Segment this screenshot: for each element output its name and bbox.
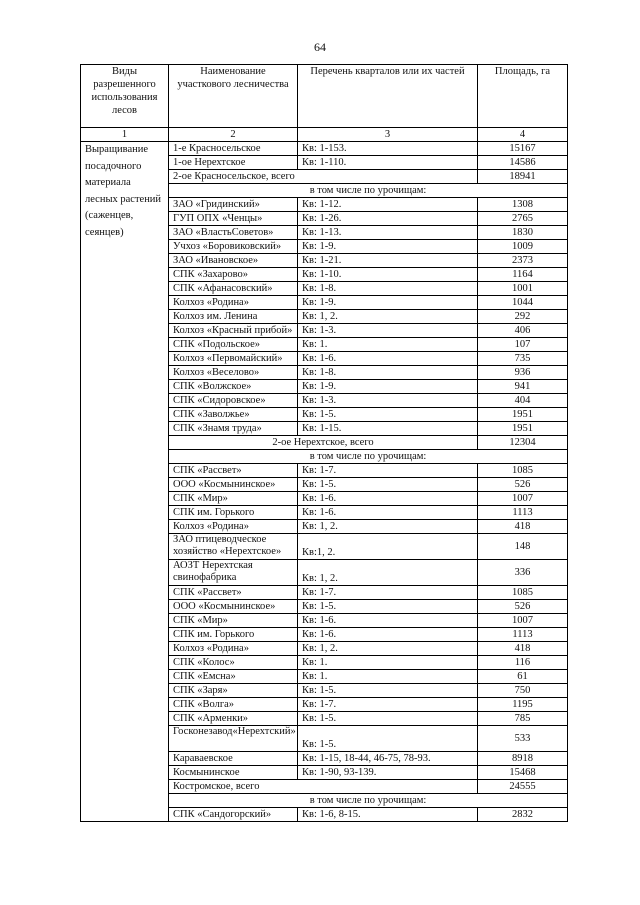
area-cell: 533 — [478, 726, 568, 752]
quarters-cell: Кв: 1-6, 8-15. — [298, 808, 478, 822]
forestry-name-cell: СПК «Волжское» — [169, 380, 298, 394]
quarters-cell: Кв: 1-13. — [298, 226, 478, 240]
quarters-cell: Кв:1, 2. — [298, 534, 478, 560]
total-area-cell: 18941 — [478, 170, 568, 184]
quarters-cell: Кв: 1-21. — [298, 254, 478, 268]
quarters-cell: Кв: 1, 2. — [298, 560, 478, 586]
forestry-name-cell: СПК «Мир» — [169, 492, 298, 506]
forestry-name-cell: СПК «Знамя труда» — [169, 422, 298, 436]
area-cell: 15167 — [478, 142, 568, 156]
quarters-cell: Кв: 1-7. — [298, 464, 478, 478]
area-cell: 107 — [478, 338, 568, 352]
area-cell: 1085 — [478, 464, 568, 478]
forestry-name-cell: Космынинское — [169, 766, 298, 780]
quarters-cell: Кв: 1. — [298, 338, 478, 352]
area-cell: 14586 — [478, 156, 568, 170]
total-area-cell: 24555 — [478, 780, 568, 794]
area-cell: 1001 — [478, 282, 568, 296]
column-number: 4 — [478, 128, 568, 142]
quarters-cell: Кв: 1-6. — [298, 628, 478, 642]
table-row — [81, 142, 568, 156]
forestry-name-cell: Колхоз «Родина» — [169, 296, 298, 310]
forestry-name-cell: СПК «Рассвет» — [169, 586, 298, 600]
area-cell: 526 — [478, 600, 568, 614]
quarters-cell: Кв: 1-5. — [298, 600, 478, 614]
forestry-name-cell: Колхоз им. Ленина — [169, 310, 298, 324]
usage-kind-cell: Выращивание посадочного материала лесных растений (саженцев, сеянцев) — [81, 142, 169, 822]
area-cell: 1164 — [478, 268, 568, 282]
quarters-cell: Кв: 1-6. — [298, 352, 478, 366]
area-cell: 1113 — [478, 506, 568, 520]
area-cell: 336 — [478, 560, 568, 586]
quarters-cell: Кв: 1-6. — [298, 492, 478, 506]
forestry-name-cell: Колхоз «Родина» — [169, 520, 298, 534]
quarters-cell: Кв: 1-5. — [298, 684, 478, 698]
area-cell: 526 — [478, 478, 568, 492]
quarters-cell: Кв: 1, 2. — [298, 642, 478, 656]
header-quarters-list: Перечень кварталов или их частей — [298, 65, 478, 128]
area-cell: 61 — [478, 670, 568, 684]
total-area-cell: 12304 — [478, 436, 568, 450]
quarters-cell: Кв: 1-9. — [298, 296, 478, 310]
forestry-name-cell: СПК «Афанасовский» — [169, 282, 298, 296]
quarters-cell: Кв: 1-5. — [298, 408, 478, 422]
forestry-name-cell: ЗАО «ВластьСоветов» — [169, 226, 298, 240]
column-number: 1 — [81, 128, 169, 142]
forestry-name-cell: СПК «Заволжье» — [169, 408, 298, 422]
forestry-name-cell: СПК «Подольское» — [169, 338, 298, 352]
area-cell: 785 — [478, 712, 568, 726]
quarters-cell: Кв: 1, 2. — [298, 310, 478, 324]
quarters-cell: Кв: 1-10. — [298, 268, 478, 282]
forestry-name-cell: Учхоз «Боровиковский» — [169, 240, 298, 254]
area-cell: 1009 — [478, 240, 568, 254]
quarters-cell: Кв: 1. — [298, 656, 478, 670]
forestry-name-cell: Колхоз «Красный прибой» — [169, 324, 298, 338]
subheading-cell: в том числе по урочищам: — [169, 794, 568, 808]
column-number-row — [81, 128, 568, 142]
area-cell: 418 — [478, 520, 568, 534]
area-cell: 1308 — [478, 198, 568, 212]
quarters-cell: Кв: 1, 2. — [298, 520, 478, 534]
area-cell: 1044 — [478, 296, 568, 310]
quarters-cell: Кв: 1-5. — [298, 712, 478, 726]
total-label-cell: Костромское, всего — [169, 780, 478, 794]
quarters-cell: Кв: 1-3. — [298, 324, 478, 338]
forestry-name-cell: СПК «Сидоровское» — [169, 394, 298, 408]
area-cell: 406 — [478, 324, 568, 338]
quarters-cell: Кв: 1-6. — [298, 614, 478, 628]
area-cell: 15468 — [478, 766, 568, 780]
header-area: Площадь, га — [478, 65, 568, 128]
forestry-name-cell: 1-е Красносельское — [169, 142, 298, 156]
quarters-cell: Кв: 1-7. — [298, 586, 478, 600]
forestry-name-cell: СПК «Мир» — [169, 614, 298, 628]
quarters-cell: Кв: 1-8. — [298, 366, 478, 380]
forestry-name-cell: Караваевское — [169, 752, 298, 766]
subheading-cell: в том числе по урочищам: — [169, 184, 568, 198]
forestry-name-cell: Колхоз «Родина» — [169, 642, 298, 656]
area-cell: 1007 — [478, 614, 568, 628]
quarters-cell: Кв: 1-90, 93-139. — [298, 766, 478, 780]
forestry-name-cell: СПК «Арменки» — [169, 712, 298, 726]
quarters-cell: Кв: 1-6. — [298, 506, 478, 520]
forestry-name-cell: АОЗТ Нерехтская свинофабрика — [169, 560, 298, 586]
area-cell: 1007 — [478, 492, 568, 506]
area-cell: 2765 — [478, 212, 568, 226]
quarters-cell: Кв: 1. — [298, 670, 478, 684]
area-cell: 1951 — [478, 422, 568, 436]
area-cell: 1951 — [478, 408, 568, 422]
area-cell: 936 — [478, 366, 568, 380]
forestry-name-cell: ГУП ОПХ «Ченцы» — [169, 212, 298, 226]
subheading-cell: в том числе по урочищам: — [169, 450, 568, 464]
area-cell: 735 — [478, 352, 568, 366]
quarters-cell: Кв: 1-153. — [298, 142, 478, 156]
quarters-cell: Кв: 1-8. — [298, 282, 478, 296]
forestry-name-cell: СПК им. Горького — [169, 628, 298, 642]
forestry-name-cell: Госконезавод«Нерехтский» — [169, 726, 298, 752]
forestry-name-cell: СПК «Захарово» — [169, 268, 298, 282]
area-cell: 418 — [478, 642, 568, 656]
area-cell: 750 — [478, 684, 568, 698]
forestry-name-cell: СПК «Рассвет» — [169, 464, 298, 478]
column-number: 2 — [169, 128, 298, 142]
quarters-cell: Кв: 1-7. — [298, 698, 478, 712]
area-cell: 941 — [478, 380, 568, 394]
area-cell: 2373 — [478, 254, 568, 268]
forestry-name-cell: ЗАО птицеводческое хозяйство «Нерехтское» — [169, 534, 298, 560]
quarters-cell: Кв: 1-5. — [298, 726, 478, 752]
area-cell: 2832 — [478, 808, 568, 822]
area-cell: 148 — [478, 534, 568, 560]
quarters-cell: Кв: 1-9. — [298, 380, 478, 394]
table-header-row — [81, 65, 568, 128]
forestry-name-cell: ЗАО «Ивановское» — [169, 254, 298, 268]
forestry-name-cell: ООО «Космынинское» — [169, 478, 298, 492]
forestry-name-cell: ООО «Космынинское» — [169, 600, 298, 614]
area-cell: 1195 — [478, 698, 568, 712]
forestry-name-cell: СПК «Сандогорский» — [169, 808, 298, 822]
page-number: 64 — [314, 40, 326, 54]
area-cell: 404 — [478, 394, 568, 408]
area-cell: 1085 — [478, 586, 568, 600]
quarters-cell: Кв: 1-15. — [298, 422, 478, 436]
quarters-cell: Кв: 1-15, 18-44, 46-75, 78-93. — [298, 752, 478, 766]
forestry-name-cell: СПК «Колос» — [169, 656, 298, 670]
area-cell: 292 — [478, 310, 568, 324]
quarters-cell: Кв: 1-26. — [298, 212, 478, 226]
area-cell: 8918 — [478, 752, 568, 766]
area-cell: 116 — [478, 656, 568, 670]
column-number: 3 — [298, 128, 478, 142]
forestry-name-cell: 1-ое Нерехтское — [169, 156, 298, 170]
forestry-name-cell: СПК «Емсна» — [169, 670, 298, 684]
forestry-name-cell: Колхоз «Веселово» — [169, 366, 298, 380]
forestry-name-cell: ЗАО «Гридинский» — [169, 198, 298, 212]
area-cell: 1830 — [478, 226, 568, 240]
forestry-name-cell: СПК «Заря» — [169, 684, 298, 698]
header-forestry-name: Наименование участкового лесничества — [169, 65, 298, 128]
quarters-cell: Кв: 1-110. — [298, 156, 478, 170]
header-usage-kind: Виды разрешенного использования лесов — [81, 65, 169, 128]
forestry-name-cell: Колхоз «Первомайский» — [169, 352, 298, 366]
quarters-cell: Кв: 1-12. — [298, 198, 478, 212]
forestry-name-cell: СПК им. Горького — [169, 506, 298, 520]
total-label-cell: 2-ое Нерехтское, всего — [169, 436, 478, 450]
forest-use-table — [80, 64, 568, 822]
table-body — [81, 142, 568, 822]
area-cell: 1113 — [478, 628, 568, 642]
quarters-cell: Кв: 1-3. — [298, 394, 478, 408]
total-label-cell: 2-ое Красносельское, всего — [169, 170, 478, 184]
quarters-cell: Кв: 1-9. — [298, 240, 478, 254]
quarters-cell: Кв: 1-5. — [298, 478, 478, 492]
forestry-name-cell: СПК «Волга» — [169, 698, 298, 712]
